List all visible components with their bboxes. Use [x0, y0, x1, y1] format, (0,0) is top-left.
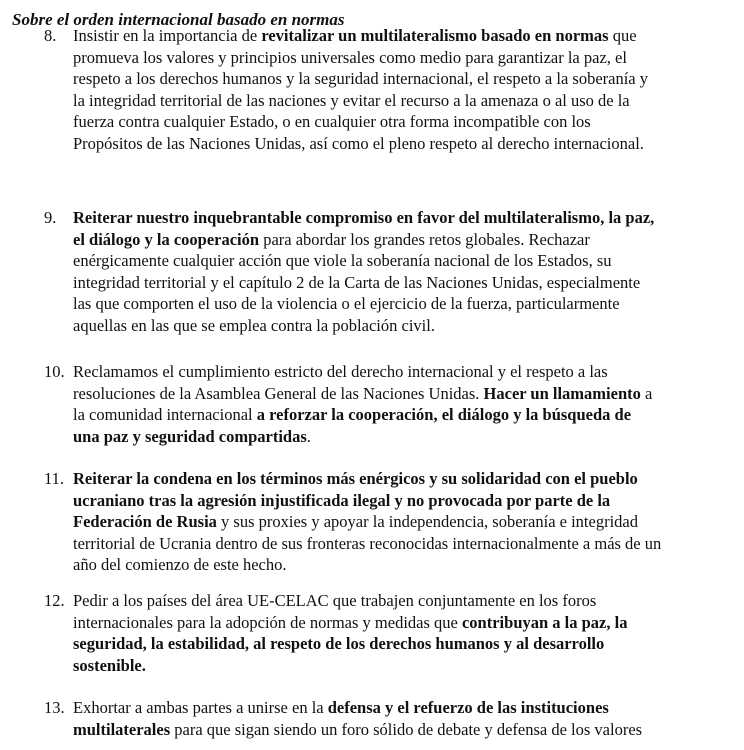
bold-text: revitalizar un multilateralismo basado en normas	[261, 26, 609, 45]
bold-text: multilaterales	[73, 719, 171, 739]
section-title: Sobre el orden internacional basado en normas	[12, 10, 345, 29]
text: la comunidad internacional	[73, 405, 257, 425]
text: territorial de Ucrania dentro de sus fronteras reconocidas internacionalmente a más de un	[73, 533, 662, 553]
text-line	[73, 554, 741, 576]
text-line	[73, 383, 741, 405]
bold-text: sostenible.	[73, 655, 146, 675]
text: y sus proxies y apoyar la independencia, soberanía e integridad	[216, 512, 638, 532]
bold-text: Reiterar la condena en los términos más enérgicos y su solidaridad con el pueblo	[73, 469, 638, 488]
text-line	[73, 272, 741, 294]
text-line	[73, 468, 741, 490]
text: aquellas en las que se emplea contra la población civil.	[73, 315, 435, 335]
text-line	[73, 426, 741, 448]
text: Pedir a los países del área UE-CELAC que trabajen conjuntamente en los foros	[73, 591, 597, 610]
text: la integridad territorial de las naciones y evitar el recurso a la amenaza o al uso de la	[73, 90, 630, 110]
bold-text: Federación de Rusia	[73, 512, 217, 532]
text: Insistir en la importancia de	[73, 26, 262, 45]
text: Propósitos de las Naciones Unidas, así como el pleno respeto al derecho internacional.	[73, 133, 644, 153]
text-line	[73, 207, 741, 229]
text-line	[73, 404, 741, 426]
item-text	[73, 25, 741, 155]
text: respeto a los derechos humanos y la seguridad internacional, el respeto a la soberanía y	[73, 69, 649, 89]
item-text	[73, 361, 741, 447]
bold-text: una paz y seguridad compartidas	[73, 426, 307, 446]
text-line	[73, 719, 741, 741]
text: internacionales para la adopción de normas y medidas que	[73, 612, 462, 632]
text: Exhortar a ambas partes a unirse en la	[73, 698, 328, 717]
text-line	[73, 490, 741, 512]
text: a	[640, 383, 653, 403]
text-line	[73, 361, 741, 383]
text-line	[73, 250, 741, 272]
text: año del comienzo de este hecho.	[73, 555, 287, 575]
text: .	[306, 426, 311, 446]
text: para abordar los grandes retos globales. Rechazar	[259, 229, 590, 249]
bold-text: Reiterar nuestro inquebrantable compromiso en favor del multilateralismo, la paz,	[73, 208, 655, 227]
text-line	[73, 133, 741, 155]
text-line	[73, 25, 741, 47]
text: fuerza contra cualquier Estado, o en cualquier otra forma incompatible con los	[73, 112, 591, 132]
text-line	[73, 533, 741, 555]
bold-text: ucraniano tras la agresión injustificada ilegal y no provocada por parte de la	[73, 490, 611, 510]
text-line	[73, 697, 741, 719]
bold-text: seguridad, la estabilidad, al respeto de los derechos humanos y al desarrollo	[73, 634, 605, 654]
text: promueva los valores y principios universales como medio para garantizar la paz, el	[73, 47, 627, 67]
text: las que comporten el uso de la violencia o el ejercicio de la fuerza, particularmente	[73, 294, 620, 314]
item-text	[73, 697, 741, 740]
item-number: 11.	[44, 469, 65, 488]
text-line	[73, 633, 741, 655]
bold-text: contribuyan a la paz, la	[461, 612, 628, 632]
text-line	[73, 590, 741, 612]
item-number: 9.	[44, 208, 57, 227]
text-line	[73, 315, 741, 337]
item-text	[73, 468, 741, 576]
text: que	[608, 26, 637, 45]
text-line	[73, 293, 741, 315]
text-line	[73, 111, 741, 133]
bold-text: defensa y el refuerzo de las instituciones	[327, 698, 609, 717]
item-number: 8.	[44, 26, 57, 45]
text: Reclamamos el cumplimiento estricto del derecho internacional y el respeto a las	[73, 362, 608, 381]
text-line	[73, 655, 741, 677]
text-line	[73, 68, 741, 90]
text-line	[73, 229, 741, 251]
text: enérgicamente cualquier acción que viole la soberanía nacional de los Estados, su	[73, 251, 612, 271]
item-text	[73, 590, 741, 676]
item-text	[73, 207, 741, 337]
item-number: 12.	[44, 591, 65, 610]
text-line	[73, 90, 741, 112]
text-line	[73, 511, 741, 533]
text-line	[73, 612, 741, 634]
item-number: 13.	[44, 698, 65, 717]
text: resoluciones de la Asamblea General de las Naciones Unidas.	[73, 383, 484, 403]
bold-text: Hacer un llamamiento	[483, 383, 641, 403]
bold-text: a reforzar la cooperación, el diálogo y la búsqueda de	[256, 405, 632, 425]
text: para que sigan siendo un foro sólido de debate y defensa de los valores	[170, 719, 643, 739]
item-number: 10.	[44, 362, 65, 381]
text: integridad territorial y el capítulo 2 de la Carta de las Naciones Unidas, especialmente	[73, 272, 641, 292]
bold-text: el diálogo y la cooperación	[73, 229, 260, 249]
text-line	[73, 47, 741, 69]
